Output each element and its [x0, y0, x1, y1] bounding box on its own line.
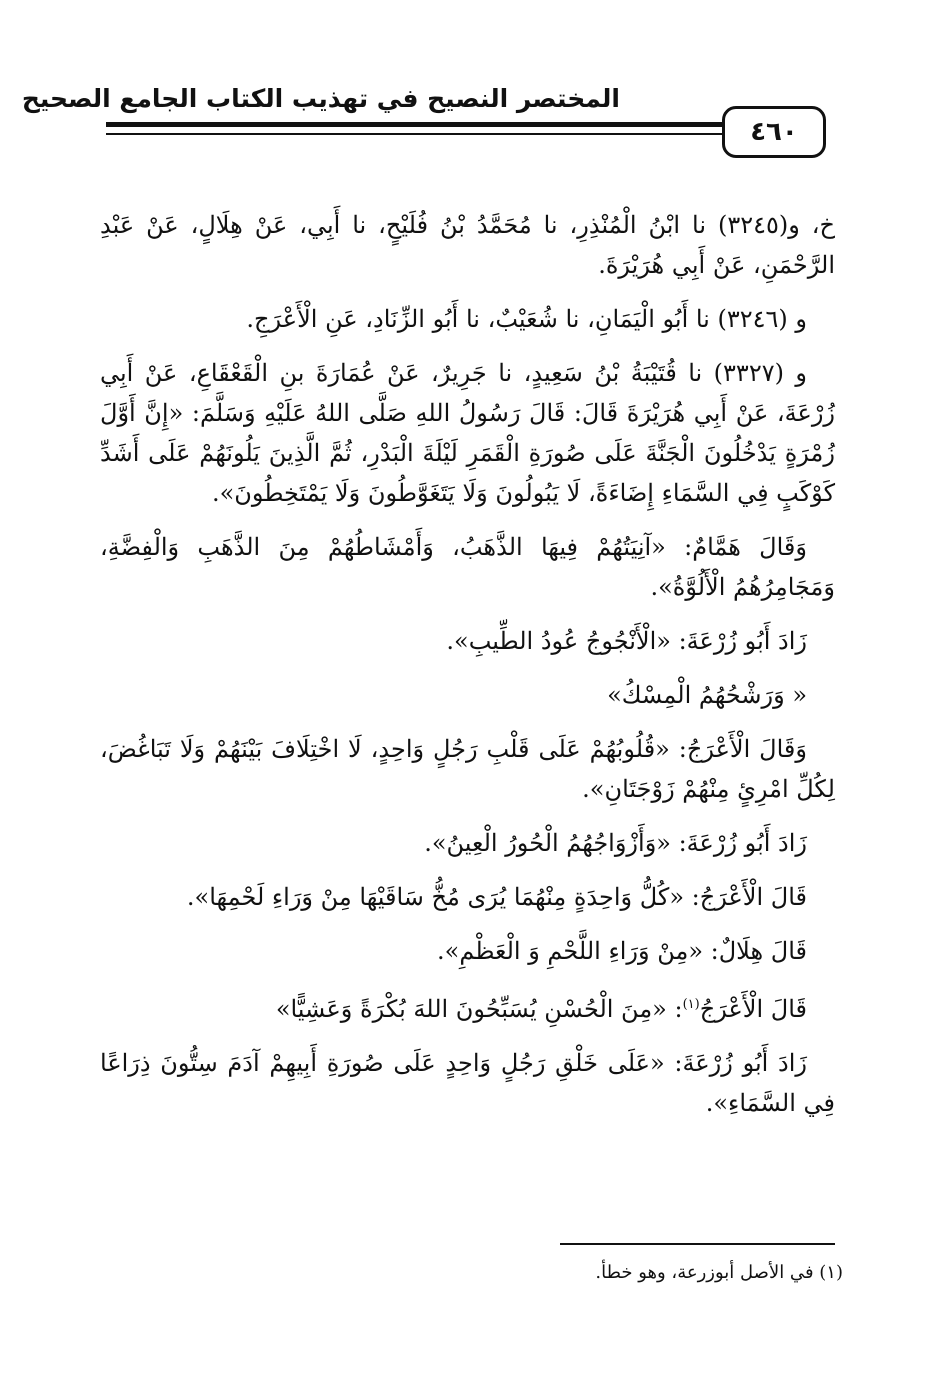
paragraph: وَقَالَ هَمَّامٌ: «آنِيَتُهُمْ فِيهَا الذَّهَبُ، وَأَمْشَاطُهُمْ مِنَ الذَّهَبِ وَالْفِضَّةِ، وَمَجَامِرُهُمُ الْأَلُوَّةُ».	[100, 533, 835, 601]
body-text	[100, 205, 835, 1137]
paragraph-with-footnote	[100, 985, 835, 1029]
paragraph: قَالَ هِلَالٌ: «مِنْ وَرَاءِ اللَّحْمِ وَ الْعَظْمِ».	[437, 937, 807, 965]
header-rule-thick	[106, 122, 736, 127]
footnote: (١) في الأصل أبوزرعة، وهو خطأ.	[595, 1262, 843, 1283]
footnote-marker[interactable]: (١)	[682, 997, 700, 1012]
paragraph: وَقَالَ الْأَعْرَجُ: «قُلُوبُهُمْ عَلَى قَلْبِ رَجُلٍ وَاحِدٍ، لَا اخْتِلَافَ بَيْنَهُمْ وَلَا تَبَاغُضَ، لِكُلِّ امْرِئٍ مِنْهُمْ زَوْجَتَانِ».	[100, 735, 835, 803]
paragraph: خ، و(٣٢٤٥) نا ابْنُ الْمُنْذِرِ، نا مُحَمَّدُ بْنُ فُلَيْحٍ، نا أَبِي، عَنْ هِلَالٍ، عَنْ عَبْدِ الرَّحْمَنِ، عَنْ أَبِي هُرَيْرَةَ.	[100, 211, 835, 279]
quote-text: «مِنَ الْحُسْنِ يُسَبِّحُونَ اللهَ بُكْرَةً وَعَشِيًّا»	[275, 995, 667, 1023]
speaker: قَالَ الْأَعْرَجُ	[699, 995, 807, 1023]
running-title: المختصر النصيح في تهذيب الكتاب الجامع الصحيح	[21, 84, 620, 113]
paragraph: زَادَ أَبُو زُرْعَةَ: «عَلَى خَلْقِ رَجُلٍ وَاحِدٍ عَلَى صُورَةِ أَبِيهِمْ آدَمَ سِتُّونَ ذِرَاعًا فِي السَّمَاءِ».	[100, 1049, 835, 1117]
header-rule-thin	[106, 133, 736, 135]
paragraph: زَادَ أَبُو زُرْعَةَ: «الْأَنْجُوجُ عُودُ الطِّيبِ».	[446, 627, 807, 655]
paragraph: « وَرَشْحُهُمُ الْمِسْكُ»	[607, 681, 807, 709]
paragraph: و (٣٣٢٧) نا قُتَيْبَةُ بْنُ سَعِيدٍ، نا جَرِيرٌ، عَنْ عُمَارَةَ بنِ الْقَعْقَاعِ، عَنْ أَبِي زُرْعَةَ، عَنْ أَبِي هُرَيْرَةَ قَالَ: قَالَ رَسُولُ اللهِ صَلَّى اللهُ عَلَيْهِ وَسَلَّمَ: «إِنَّ أَوَّلَ زُمْرَةٍ يَدْخُلُونَ الْجَنَّةَ عَلَى صُورَةِ الْقَمَرِ لَيْلَةَ الْبَدْرِ، ثُمَّ الَّذِينَ يَلُونَهُمْ عَلَى أَشَدِّ كَوْكَبٍ فِي السَّمَاءِ إِضَاءَةً، لَا يَبُولُونَ وَلَا يَتَغَوَّطُونَ وَلَا يَمْتَخِطُونَ».	[100, 359, 835, 507]
separator: :	[666, 995, 683, 1023]
footnote-separator	[560, 1243, 835, 1245]
paragraph: قَالَ الْأَعْرَجُ: «كُلُّ وَاحِدَةٍ مِنْهُمَا يُرَى مُخُّ سَاقَيْهَا مِنْ وَرَاءِ لَحْمِهَا».	[186, 883, 807, 911]
page-header	[21, 70, 830, 170]
paragraph: زَادَ أَبُو زُرْعَةَ: «وَأَزْوَاجُهُمُ الْحُورُ الْعِينُ».	[424, 829, 807, 857]
paragraph: و (٣٢٤٦) نا أَبُو الْيَمَانِ، نا شُعَيْبٌ، نا أَبُو الزِّنَادِ، عَنِ الْأَعْرَجِ.	[246, 305, 807, 333]
page-number: ٤٦٠	[722, 106, 826, 158]
